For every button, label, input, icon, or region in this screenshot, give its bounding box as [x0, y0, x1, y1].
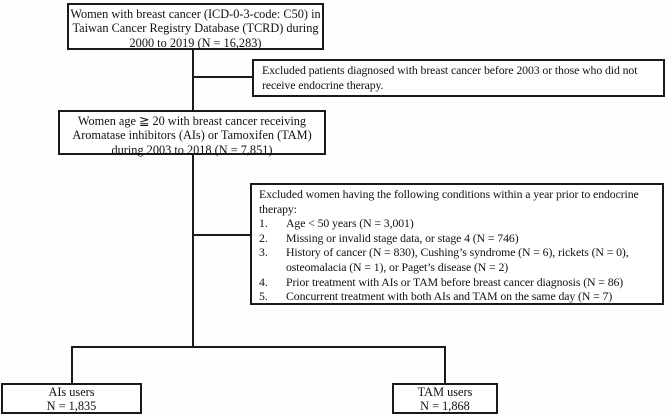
connector-drop-ais	[71, 346, 73, 383]
box-excluded-before-2003	[252, 59, 665, 97]
exclusion-item-5-text: Concurrent treatment with both AIs and TAM on the same day (N = 7)	[286, 289, 613, 304]
exclusion-item-4-number: 4.	[259, 274, 268, 289]
connector-source-to-cohort	[192, 49, 194, 111]
exclusion-item-3-text	[286, 245, 657, 274]
source-line-2: Taiwan Cancer Registry Database (TCRD) during	[72, 21, 319, 36]
exclusion-item-2-text: Missing or invalid stage data, or stage 4 (N = 746)	[286, 230, 519, 245]
exclusion-item-3-line-2: osteomalacia (N = 1), or Paget’s disease (N = 2)	[286, 259, 509, 274]
box-exclusion-criteria	[250, 183, 664, 305]
exclusion-item-4-text: Prior treatment with AIs or TAM before breast cancer diagnosis (N = 86)	[286, 274, 624, 289]
exclusion-item-3	[259, 245, 657, 274]
ais-users-count: N = 1,835	[46, 398, 97, 413]
exclusion-item-1-number: 1.	[259, 216, 268, 231]
tam-users-label: TAM users	[417, 385, 473, 399]
source-line-1: Women with breast cancer (ICD-0-3-code: C50) in	[70, 7, 321, 21]
exclusion2-intro-2: therapy:	[259, 201, 297, 216]
exclusion-item-3-line-1: History of cancer (N = 830), Cushing’s syndrome (N = 6), rickets (N = 0),	[286, 245, 629, 260]
exclusion-item-5	[259, 289, 657, 304]
box-ais-users	[1, 383, 142, 414]
connector-branch-exclusion1	[193, 76, 253, 78]
exclusion1-line-1: Excluded patients diagnosed with breast cancer before 2003 or those who did not	[262, 63, 638, 77]
cohort-line-1: Women age ≧ 20 with breast cancer receiving	[77, 114, 307, 128]
box-tam-users	[392, 383, 498, 414]
exclusion2-intro-1: Excluded women having the following conditions within a year prior to endocrine	[259, 187, 639, 201]
source-line-3: 2000 to 2019 (N = 16,283)	[129, 35, 262, 50]
connector-cohort-to-split	[192, 154, 194, 348]
exclusion-item-3-number: 3.	[259, 245, 268, 260]
tam-users-count: N = 1,868	[420, 398, 470, 413]
connector-drop-tam	[444, 346, 446, 383]
exclusion-item-2	[259, 231, 657, 246]
exclusion-item-1-text: Age < 50 years (N = 3,001)	[286, 216, 414, 231]
box-eligible-cohort	[58, 110, 326, 155]
connector-branch-exclusion2	[193, 234, 251, 236]
box-source-population	[67, 3, 324, 50]
exclusion-item-2-number: 2.	[259, 230, 268, 245]
cohort-line-2: Aromatase inhibitors (AIs) or Tamoxifen (TAM)	[72, 128, 312, 143]
exclusion-item-4	[259, 275, 657, 290]
connector-split-horizontal	[71, 346, 446, 348]
cohort-line-3: during 2003 to 2018 (N = 7,851)	[111, 142, 273, 157]
exclusion-item-5-number: 5.	[259, 289, 268, 304]
ais-users-label: AIs users	[48, 385, 95, 399]
exclusion-item-1	[259, 216, 657, 231]
exclusion1-line-2: receive endocrine therapy.	[262, 78, 384, 92]
